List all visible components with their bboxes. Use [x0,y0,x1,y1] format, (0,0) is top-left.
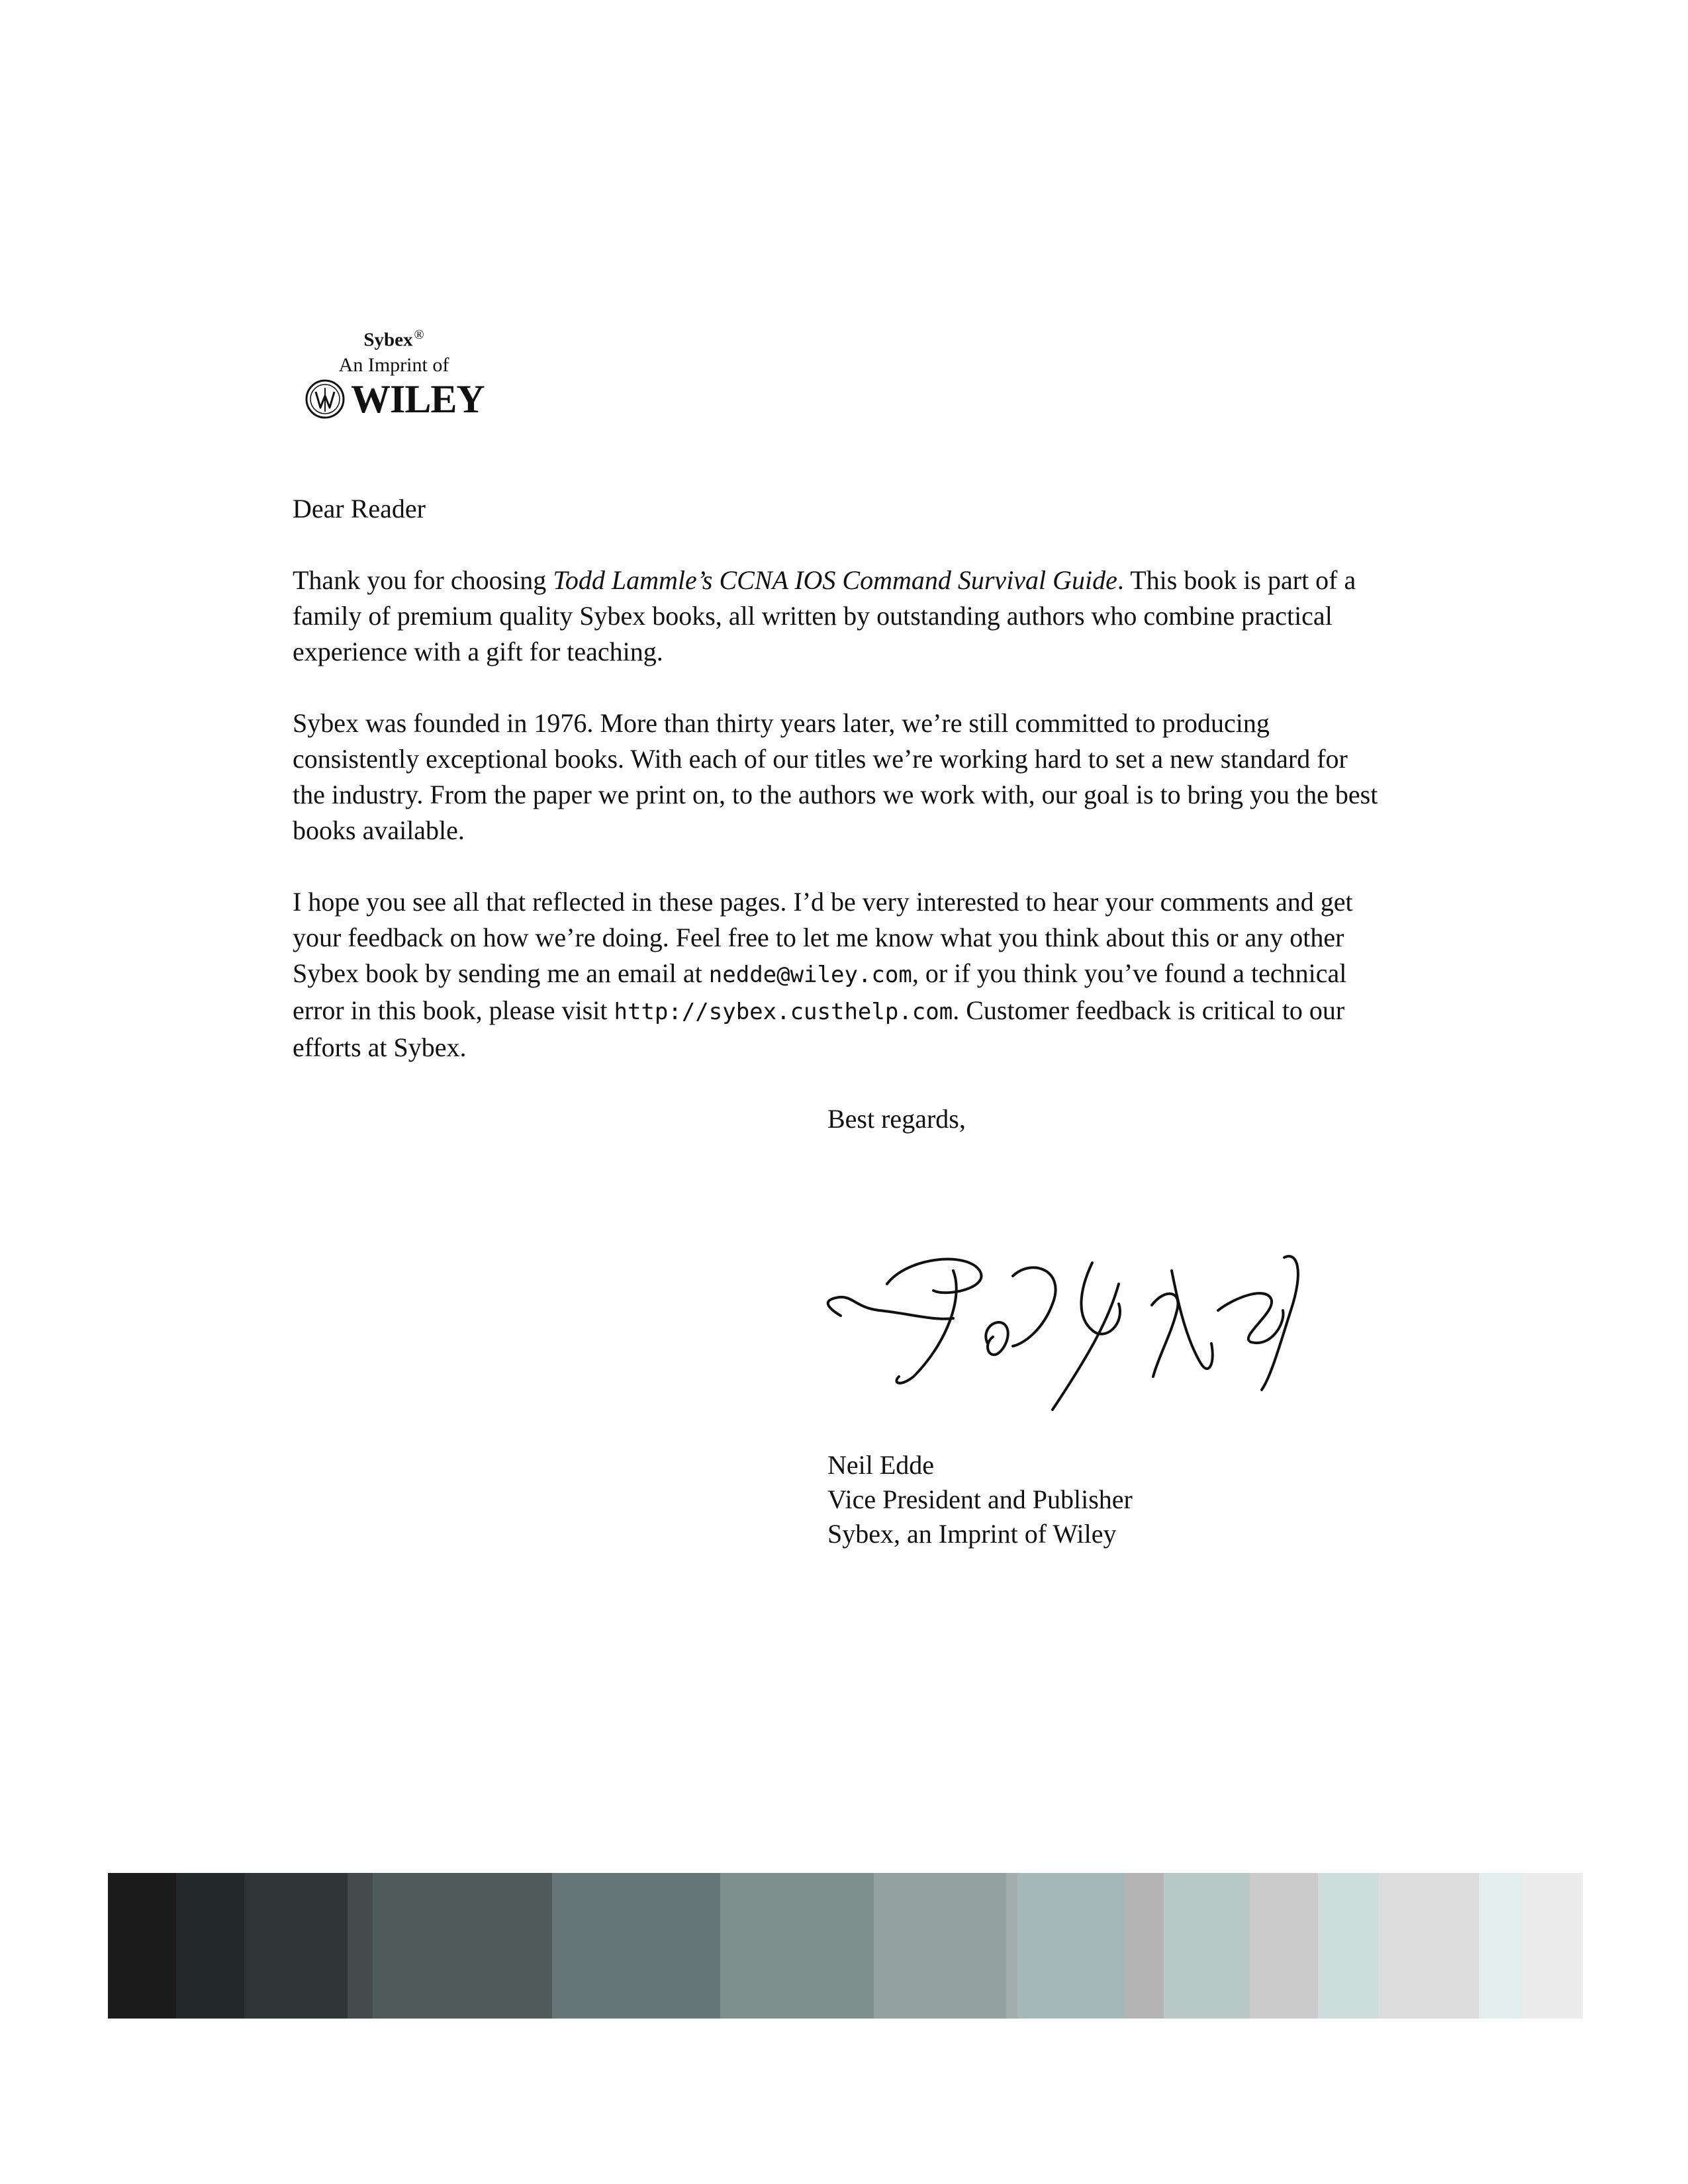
color-bar-segment [1006,1873,1017,2019]
p1-text-b: . This book is part of a family of premium quality Sybex books, all written by outstanding authors who combine practical experience with a gift for teaching. [293,565,1356,666]
registered-mark: ® [414,328,424,342]
logo-imprint-text: An Imprint of [338,353,449,376]
paragraph-2: Sybex was founded in 1976. More than thirty years later, we’re still committed to producing consistently exceptional books. With each of our titles we’re working hard to set a new standard for the industry. From the paper we print on, to the authors we work with, our goal is to bring you the best books available. [293,708,1378,845]
paragraph-3 [293,884,1385,1066]
color-bar-segment [1250,1873,1318,2019]
letter-body [293,491,1385,1101]
color-bar-segment [176,1873,244,2019]
color-bar-segment [1017,1873,1125,2019]
logo-wiley-text: WILEY [351,377,485,421]
support-url-link[interactable]: http://sybex.custhelp.com [614,999,953,1025]
closing: Best regards, [827,1104,966,1134]
grayscale-calibration-bar [108,1873,1583,2019]
publisher-logo [311,323,477,379]
color-bar-segment [1479,1873,1522,2019]
color-bar-segment [244,1873,348,2019]
signer-company: Sybex, an Imprint of Wiley [827,1519,1117,1549]
salutation: Dear Reader [293,494,426,523]
color-bar-segment [552,1873,720,2019]
p3-text-a: I hope you see all that reflected in these pages. I’d be very interested to hear your comments and get your feedback on how we’re doing. Feel free to let me know what you think about this or any other Sybex book by sending me an email at [293,887,1353,988]
color-bar-segment [1164,1873,1250,2019]
color-bar-segment [1125,1873,1164,2019]
signer-block [827,1448,1133,1551]
color-bar-segment [1379,1873,1479,2019]
wiley-logo [305,376,485,422]
color-bar-segment [1318,1873,1379,2019]
color-bar-segment [348,1873,373,2019]
signer-name: Neil Edde [827,1450,935,1480]
p3-text-b: , or if you think you’ve found a technical error in this book, please visit [293,958,1347,1025]
color-bar-segment [720,1873,874,2019]
color-bar-segment [373,1873,551,2019]
color-bar-segment [1522,1873,1583,2019]
color-bar-segment [874,1873,1006,2019]
color-bar-segment [108,1873,176,2019]
logo-sybex: Sybex ® [363,328,424,351]
wiley-seal-icon [305,379,346,420]
paragraph-1 [293,563,1385,670]
book-title: Todd Lammle’s CCNA IOS Command Survival Guide [553,565,1117,595]
signer-title: Vice President and Publisher [827,1484,1133,1514]
email-link[interactable]: nedde@wiley.com [708,962,912,988]
p1-text-a: Thank you for choosing [293,565,553,595]
p3-text-c: . Customer feedback is critical to our efforts at Sybex. [293,995,1345,1062]
handwritten-signature [814,1244,1331,1416]
